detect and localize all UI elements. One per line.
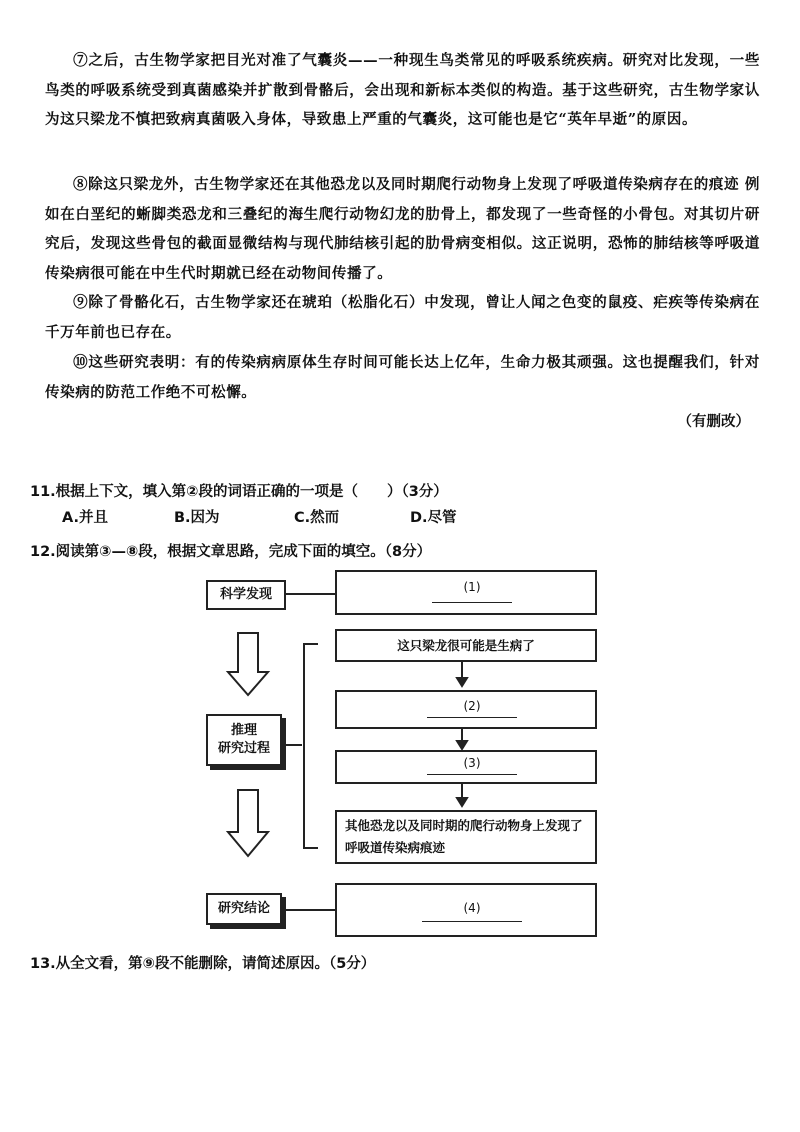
step-arrow-head-icon — [457, 678, 467, 686]
question-12: 12.阅读第③—⑧段，根据文章思路，完成下面的填空。（8分） — [30, 544, 432, 560]
down-arrow-icon — [228, 790, 268, 856]
paragraph-10-text: ⑩这些研究表明：有的传染病病原体生存时间可能长达上亿年，生命力极其顽强。这也提醒我们，针对传染病的防范工作绝不可松懈。 — [45, 354, 760, 401]
option-a[interactable]: A.并且 — [62, 510, 108, 526]
answer-area-13[interactable] — [30, 985, 770, 1105]
option-c[interactable]: C.然而 — [294, 510, 340, 526]
blank-3-label: (3) — [463, 756, 481, 770]
box-blank-2 — [335, 690, 597, 729]
blank-4[interactable] — [422, 901, 522, 915]
box-step-other-dinosaurs — [335, 810, 597, 864]
question-11: 11.根据上下文，填入第②段的词语正确的一项是（ ）（3分） — [30, 484, 448, 500]
paragraph-9-text: ⑨除了骨骼化石，古生物学家还在琥珀（松脂化石）中发现，曾让人闻之色变的鼠疫、疟疾等传染病在千万年前也已存在。 — [45, 294, 760, 341]
step-arrow-head-icon — [457, 798, 467, 806]
label-research-conclusion: 研究结论 — [206, 893, 282, 925]
blank-4-line — [422, 921, 522, 922]
option-d[interactable]: D.尽管 — [410, 510, 457, 526]
box-blank-3 — [335, 750, 597, 784]
blank-4-label: (4) — [463, 901, 481, 915]
box-blank-4 — [335, 883, 597, 937]
step-other-dinosaurs-text: 其他恐龙以及同时期的爬行动物身上发现了呼吸道传染病痕迹 — [345, 818, 583, 855]
paragraph-8-text: ⑧除这只梁龙外，古生物学家还在其他恐龙以及同时期爬行动物身上发现了呼吸道传染病存在的痕迹 例如在白垩纪的蜥脚类恐龙和三叠纪的海生爬行动物幻龙的肋骨上，都发现了一些奇怪的小骨包。对其切片研究后，发现这些骨包的截面显微结构与现代肺结核引起的肋骨病变相似。这正说明，恐怖的肺结核等呼吸道传染病很可能在中生代时期就已经在动物间传播了。 — [45, 176, 760, 282]
label-reasoning-line1: 推理 — [230, 723, 257, 738]
blank-3-line — [427, 774, 517, 775]
step-ill-text: 这只梁龙很可能是生病了 — [397, 637, 535, 653]
blank-2-label: (2) — [463, 699, 481, 713]
step-arrow-head-icon — [457, 741, 467, 749]
question-13: 13.从全文看，第⑨段不能删除，请简述原因。（5分） — [30, 956, 376, 972]
blank-1-line — [432, 602, 512, 603]
blank-3[interactable] — [427, 756, 517, 770]
paragraph-7-text: ⑦之后，古生物学家把目光对准了气囊炎——一种现生鸟类常见的呼吸系统疾病。研究对比发现，一些鸟类的呼吸系统受到真菌感染并扩散到骨骼后，会出现和新标本类似的构造。基于这些研究，古生物学家认为这只梁龙不慎把致病真菌吸入身体，导致患上严重的气囊炎，这可能也是它“英年早逝”的原因。 — [45, 52, 760, 128]
blank-1-label: (1) — [463, 580, 481, 594]
blank-2[interactable] — [427, 699, 517, 713]
label-reasoning-process — [206, 714, 282, 766]
down-arrow-icon — [228, 633, 268, 695]
blank-2-line — [427, 717, 517, 718]
option-b[interactable]: B.因为 — [174, 510, 220, 526]
box-step-ill — [335, 629, 597, 662]
box-blank-1 — [335, 570, 597, 615]
label-scientific-discovery: 科学发现 — [206, 580, 286, 610]
label-reasoning-line2: 研究过程 — [217, 741, 270, 756]
source-credit: （有删改） — [677, 413, 750, 430]
reasoning-bracket — [304, 644, 318, 848]
blank-1[interactable] — [432, 580, 512, 594]
